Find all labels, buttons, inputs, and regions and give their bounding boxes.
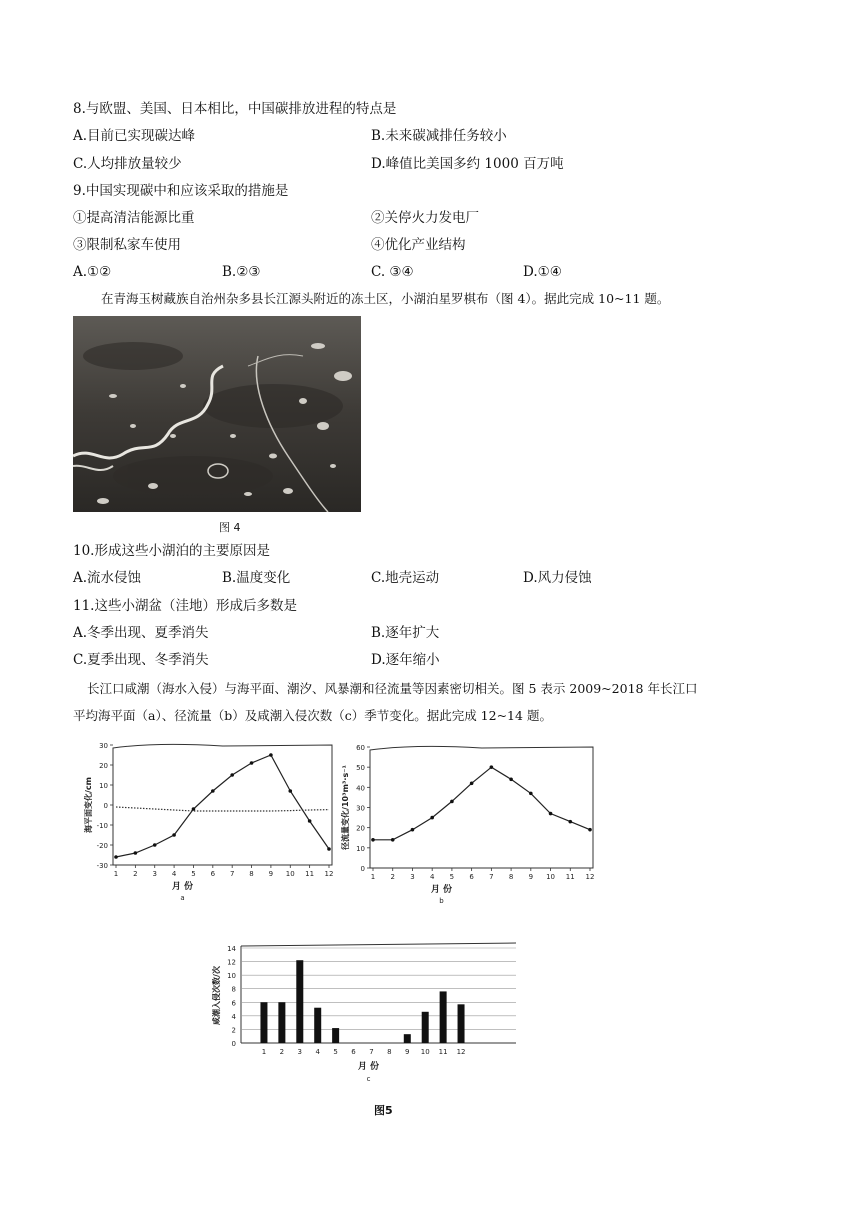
chart-c-xtick-label: 8 [387, 1048, 392, 1056]
chart-a-xtick-label: 6 [210, 870, 216, 878]
q8-option-b: B.未来碳减排任务较小 [371, 128, 507, 144]
chart-a-xtick-label: 8 [249, 870, 254, 878]
chart-c-xtick-label: 12 [456, 1048, 466, 1056]
chart-c-sublabel: c [366, 1075, 371, 1083]
chart-a-ytick-label: 20 [99, 762, 108, 770]
q9-option-d: D.①④ [523, 264, 562, 280]
chart-b-data-point [588, 828, 592, 832]
chart-a-xtick-label: 10 [285, 870, 295, 878]
chart-a-data-point [288, 789, 292, 793]
chart-b-xtick-label: 11 [565, 873, 575, 881]
chart-c-saltwater-intrusion [211, 943, 516, 1083]
chart-a-data-point [230, 773, 234, 777]
chart-c-bar [278, 1002, 285, 1043]
intro-12-14-line2: 平均海平面（a）、径流量（b）及咸潮入侵次数（c）季节变化。据此完成 12~14 题。 [73, 708, 552, 723]
chart-b-data-point [470, 782, 474, 786]
chart-c-xtick-label: 7 [369, 1048, 374, 1056]
fig5-charts [0, 730, 860, 1150]
chart-a-data-point [250, 761, 254, 765]
chart-c-ytick-label: 12 [227, 958, 236, 967]
chart-c-ytick-label: 10 [227, 972, 236, 981]
chart-c-bar [458, 1004, 465, 1043]
chart-a-ytick-label: -30 [96, 862, 108, 870]
q9-stem: 9.中国实现碳中和应该采取的措施是 [73, 183, 289, 199]
chart-b-xtick-label: 4 [429, 873, 435, 881]
chart-c-bar [404, 1034, 411, 1043]
chart-b-ytick-label: 50 [356, 764, 365, 773]
chart-b-xtick-label: 5 [449, 873, 455, 881]
chart-a-series-0-line [116, 755, 329, 857]
chart-c-xtick-label: 9 [405, 1048, 410, 1056]
chart-b-data-point [411, 828, 415, 832]
chart-a-data-point [172, 833, 176, 837]
q9-item-1: ①提高清洁能源比重 [73, 210, 195, 226]
chart-c-xtick-label: 3 [297, 1048, 303, 1056]
chart-c-ytick-label: 4 [231, 1012, 236, 1021]
q9-option-a: A.①② [73, 264, 112, 280]
chart-c-y-axis-label: 咸潮入侵次数/次 [212, 966, 221, 1025]
fig5-caption: 图5 [374, 1104, 393, 1117]
chart-a-data-point [211, 789, 215, 793]
chart-c-xtick-label: 5 [333, 1048, 338, 1056]
chart-b-ytick-label: 40 [356, 784, 365, 793]
chart-b-ytick-label: 10 [356, 844, 365, 853]
q8-option-c: C.人均排放量较少 [73, 156, 182, 172]
q10-stem: 10.形成这些小湖泊的主要原因是 [73, 543, 270, 559]
chart-a-data-point [192, 807, 196, 811]
chart-a-series-1-line [116, 807, 329, 811]
chart-b-data-point [450, 800, 454, 804]
chart-a-xtick-label: 3 [152, 870, 157, 878]
q11-option-b: B.逐年扩大 [371, 625, 440, 641]
chart-a-ytick-label: 30 [99, 742, 108, 750]
q8-option-d: D.峰值比美国多约 1000 百万吨 [371, 156, 564, 172]
chart-b-data-point [529, 792, 533, 796]
chart-a-xtick-label: 12 [324, 870, 334, 878]
chart-a-xtick-label: 1 [113, 870, 119, 878]
chart-b-data-point [549, 812, 553, 816]
chart-a-ytick-label: 0 [103, 802, 108, 810]
chart-c-xtick-label: 1 [261, 1048, 267, 1056]
chart-a-data-point [327, 847, 331, 851]
chart-a-ytick-label: 10 [99, 782, 108, 790]
q9-item-2: ②关停火力发电厂 [371, 210, 479, 226]
chart-b-y-axis-label: 径流量变化/10³m³·s⁻¹ [341, 765, 350, 850]
chart-a-xtick-label: 9 [268, 870, 274, 878]
permafrost-lakes-photo [73, 316, 361, 512]
chart-b-ytick-label: 30 [356, 804, 365, 813]
chart-c-bar [314, 1008, 321, 1043]
chart-b-runoff [340, 744, 594, 905]
chart-a-data-point [153, 843, 157, 847]
chart-c-bar [332, 1028, 339, 1043]
chart-a-x-axis-label: 月 份 [171, 882, 194, 892]
chart-b-xtick-label: 1 [370, 873, 376, 881]
chart-a-xtick-label: 2 [133, 870, 138, 878]
chart-a-data-point [269, 753, 273, 757]
chart-c-ytick-label: 6 [231, 999, 236, 1008]
q9-option-c: C. ③④ [371, 264, 414, 280]
chart-b-xtick-label: 6 [469, 873, 474, 881]
chart-c-bar [260, 1002, 267, 1043]
q9-item-3: ③限制私家车使用 [73, 237, 181, 253]
chart-b-x-axis-label: 月 份 [430, 885, 453, 895]
chart-c-ytick-label: 0 [231, 1040, 236, 1048]
chart-a-y-axis-label: 海平面变化/cm [84, 777, 93, 833]
q9-item-4: ④优化产业结构 [371, 237, 466, 253]
chart-b-ytick-label: 60 [356, 744, 365, 752]
chart-b-xtick-label: 2 [390, 873, 395, 881]
q8-option-a: A.目前已实现碳达峰 [73, 128, 196, 144]
chart-a-xtick-label: 5 [191, 870, 196, 878]
chart-c-ytick-label: 2 [231, 1026, 236, 1035]
chart-b-data-point [568, 820, 572, 824]
q11-option-c: C.夏季出现、冬季消失 [73, 652, 209, 668]
chart-b-series-0-line [373, 767, 590, 840]
chart-c-bar [422, 1012, 429, 1043]
chart-b-data-point [509, 777, 513, 781]
chart-c-top-border [241, 943, 516, 946]
chart-b-data-point [490, 765, 494, 769]
intro-12-14-line1: 长江口咸潮（海水入侵）与海平面、潮汐、风暴潮和径流量等因素密切相关。图 5 表示 2009~2018 年长江口 [87, 681, 698, 696]
chart-a-xtick-label: 7 [229, 870, 235, 878]
q9-option-b: B.②③ [222, 264, 261, 280]
chart-b-xtick-label: 3 [410, 873, 415, 881]
q10-option-d: D.风力侵蚀 [523, 570, 592, 586]
chart-c-bar [296, 960, 303, 1043]
q11-option-a: A.冬季出现、夏季消失 [73, 625, 209, 641]
chart-c-xtick-label: 4 [315, 1048, 320, 1056]
chart-b-xtick-label: 12 [585, 873, 595, 881]
chart-b-data-point [430, 816, 434, 820]
chart-b-xtick-label: 9 [528, 873, 534, 881]
chart-c-bar [440, 991, 447, 1043]
chart-a-sea-level [83, 742, 333, 902]
chart-c-xtick-label: 6 [351, 1048, 356, 1056]
chart-c-xtick-label: 10 [420, 1048, 430, 1056]
q10-option-b: B.温度变化 [222, 570, 291, 586]
chart-a-xtick-label: 11 [305, 870, 315, 878]
chart-c-ytick-label: 8 [231, 985, 236, 994]
chart-a-data-point [114, 855, 118, 859]
intro-10-11: 在青海玉树藏族自治州杂多县长江源头附近的冻土区，小湖泊星罗棋布（图 4）。据此完成 10~11 题。 [101, 291, 670, 306]
chart-b-ytick-label: 20 [356, 824, 365, 833]
q8-stem: 8.与欧盟、美国、日本相比，中国碳排放进程的特点是 [73, 101, 397, 117]
chart-b-ytick-label: 0 [360, 865, 365, 873]
chart-a-xtick-label: 4 [171, 870, 177, 878]
q11-stem: 11.这些小湖盆（洼地）形成后多数是 [73, 598, 297, 614]
chart-b-plot-frame [370, 746, 593, 868]
chart-b-xtick-label: 10 [546, 873, 556, 881]
chart-c-xtick-label: 2 [279, 1048, 285, 1056]
chart-c-xtick-label: 11 [438, 1048, 448, 1056]
q10-option-c: C.地壳运动 [371, 570, 440, 586]
chart-b-data-point [371, 838, 375, 842]
chart-b-xtick-label: 8 [508, 873, 514, 881]
q11-option-d: D.逐年缩小 [371, 652, 440, 668]
chart-b-data-point [391, 838, 395, 842]
chart-b-sublabel: b [439, 897, 444, 905]
chart-a-sublabel: a [180, 894, 185, 902]
chart-a-data-point [134, 851, 138, 855]
chart-a-data-point [308, 819, 312, 823]
chart-c-x-axis-label: 月 份 [357, 1062, 380, 1072]
chart-a-ytick-label: -20 [96, 842, 108, 850]
q10-option-a: A.流水侵蚀 [73, 570, 142, 586]
chart-c-ytick-label: 14 [227, 945, 236, 953]
chart-a-ytick-label: -10 [96, 822, 108, 830]
chart-b-xtick-label: 7 [489, 873, 494, 881]
fig4-caption: 图 4 [219, 521, 241, 534]
